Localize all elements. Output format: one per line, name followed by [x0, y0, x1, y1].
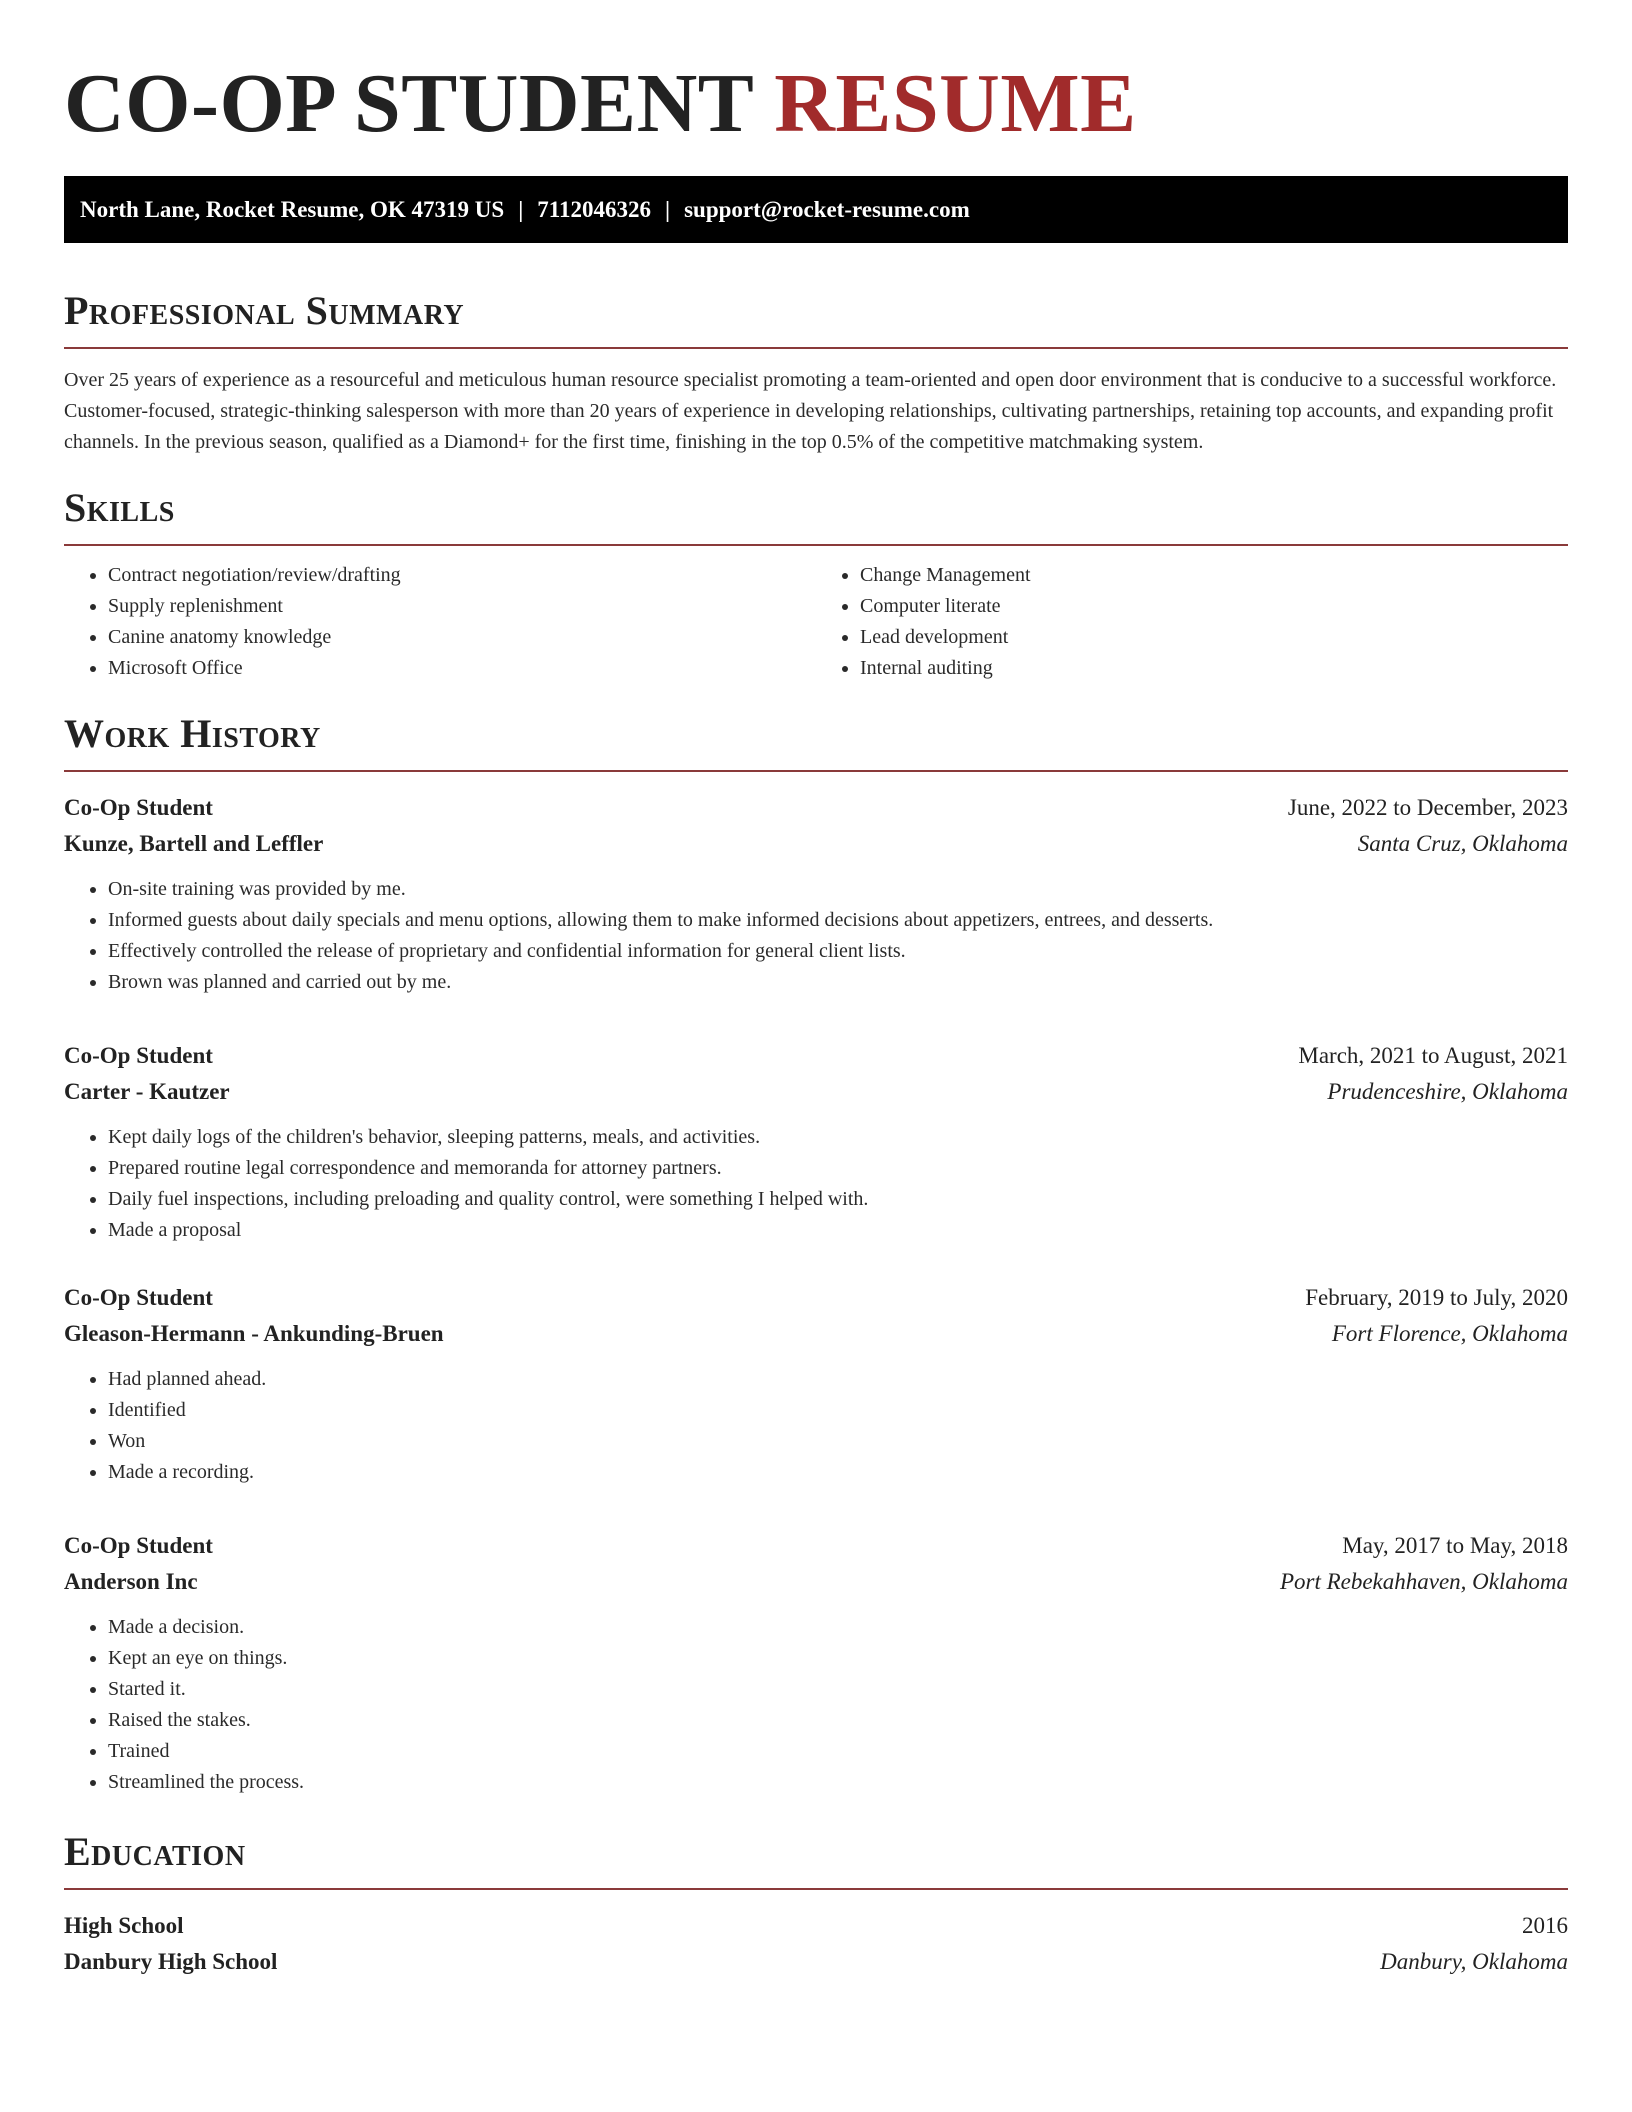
job-role: Co-Op Student [64, 795, 213, 820]
job-bullet: • Started it. [108, 1674, 1568, 1705]
job-bullet: • Brown was planned and carried out by me. [108, 967, 1568, 998]
job-bullet: • Won [108, 1426, 1568, 1457]
education-degree: High School [64, 1913, 184, 1938]
job-location: Prudenceshire, Oklahoma [1327, 1079, 1568, 1104]
skill-item: • Supply replenishment [108, 591, 816, 622]
job-bullet: • Prepared routine legal correspondence and memoranda for attorney partners. [108, 1153, 1568, 1184]
job-bullet: • Made a proposal [108, 1215, 1568, 1246]
skill-item: • Lead development [860, 622, 1568, 653]
skills-column-right [816, 560, 1568, 684]
contact-separator: | [518, 197, 524, 222]
contact-separator: | [665, 197, 671, 222]
job-bullet: • Trained [108, 1736, 1568, 1767]
job-dates: June, 2022 to December, 2023 [1287, 795, 1568, 820]
skill-item: • Change Management [860, 560, 1568, 591]
job-bullet: • Streamlined the process. [108, 1767, 1568, 1798]
job-company: Anderson Inc [64, 1569, 198, 1594]
resume-title-main: CO-OP STUDENT [64, 57, 753, 150]
job-entry [64, 1528, 1568, 1798]
skill-item: • Internal auditing [860, 653, 1568, 684]
skill-item: • Computer literate [860, 591, 1568, 622]
contact-bar [64, 176, 1568, 243]
job-role: Co-Op Student [64, 1533, 213, 1558]
summary-heading: Professional Summary [64, 287, 1568, 349]
resume-page [64, 0, 1568, 1980]
job-company: Carter - Kautzer [64, 1079, 230, 1104]
summary-text: Over 25 years of experience as a resourceful and meticulous human resource specialist promoting a team-oriented and open door environment that is conducive to a successful workforce. Customer-focused, strategic-thinking salesperson with more than 20 years of experience in developing relationships, cultivating partnerships, retaining top accounts, and expanding profit channels. In the previous season, qualified as a Diamond+ for the first time, finishing in the top 0.5% of the competitive matchmaking system. [64, 369, 1557, 453]
job-location: Santa Cruz, Oklahoma [1357, 831, 1568, 856]
job-role: Co-Op Student [64, 1043, 213, 1068]
job-bullet: • Made a recording. [108, 1457, 1568, 1488]
job-bullets [64, 1364, 1568, 1488]
skills-heading: Skills [64, 484, 1568, 546]
job-entry [64, 1038, 1568, 1246]
contact-address: North Lane, Rocket Resume, OK 47319 US [80, 197, 505, 222]
education-location: Danbury, Oklahoma [1380, 1949, 1568, 1974]
contact-phone: 7112046326 [537, 197, 652, 222]
job-bullet: • Had planned ahead. [108, 1364, 1568, 1395]
education-year: 2016 [1522, 1913, 1568, 1938]
job-dates: May, 2017 to May, 2018 [1342, 1533, 1568, 1558]
education-heading: Education [64, 1828, 1568, 1890]
job-bullet: • Daily fuel inspections, including preloading and quality control, were something I helped with. [108, 1184, 1568, 1215]
job-bullets [64, 1612, 1568, 1798]
job-bullet: • Identified [108, 1395, 1568, 1426]
skill-item: • Microsoft Office [108, 653, 816, 684]
job-company: Gleason-Hermann - Ankunding-Bruen [64, 1321, 444, 1346]
work-history-heading: Work History [64, 710, 1568, 772]
skills-column-left [64, 560, 816, 684]
job-dates: March, 2021 to August, 2021 [1298, 1043, 1568, 1068]
job-bullets [64, 874, 1568, 998]
job-bullet: • Effectively controlled the release of proprietary and confidential information for general client lists. [108, 936, 1568, 967]
job-role: Co-Op Student [64, 1285, 213, 1310]
job-bullet: • Informed guests about daily specials and menu options, allowing them to make informed decisions about appetizers, entrees, and desserts. [108, 905, 1568, 936]
job-dates: February, 2019 to July, 2020 [1305, 1285, 1568, 1310]
job-bullet: • On-site training was provided by me. [108, 874, 1568, 905]
resume-title-accent: RESUME [774, 57, 1137, 150]
job-bullets [64, 1122, 1568, 1246]
resume-title [64, 0, 1568, 152]
job-bullet: • Kept daily logs of the children's behavior, sleeping patterns, meals, and activities. [108, 1122, 1568, 1153]
job-location: Fort Florence, Oklahoma [1331, 1321, 1568, 1346]
education-school: Danbury High School [64, 1949, 278, 1974]
contact-email: support@rocket-resume.com [684, 197, 970, 222]
education-entry [64, 1908, 1568, 1980]
skill-item: • Contract negotiation/review/drafting [108, 560, 816, 591]
job-entry [64, 1280, 1568, 1488]
job-company: Kunze, Bartell and Leffler [64, 831, 324, 856]
job-location: Port Rebekahhaven, Oklahoma [1279, 1569, 1568, 1594]
job-bullet: • Raised the stakes. [108, 1705, 1568, 1736]
skill-item: • Canine anatomy knowledge [108, 622, 816, 653]
skills-list [64, 560, 1568, 684]
job-bullet: • Kept an eye on things. [108, 1643, 1568, 1674]
job-bullet: • Made a decision. [108, 1612, 1568, 1643]
job-entry [64, 790, 1568, 998]
